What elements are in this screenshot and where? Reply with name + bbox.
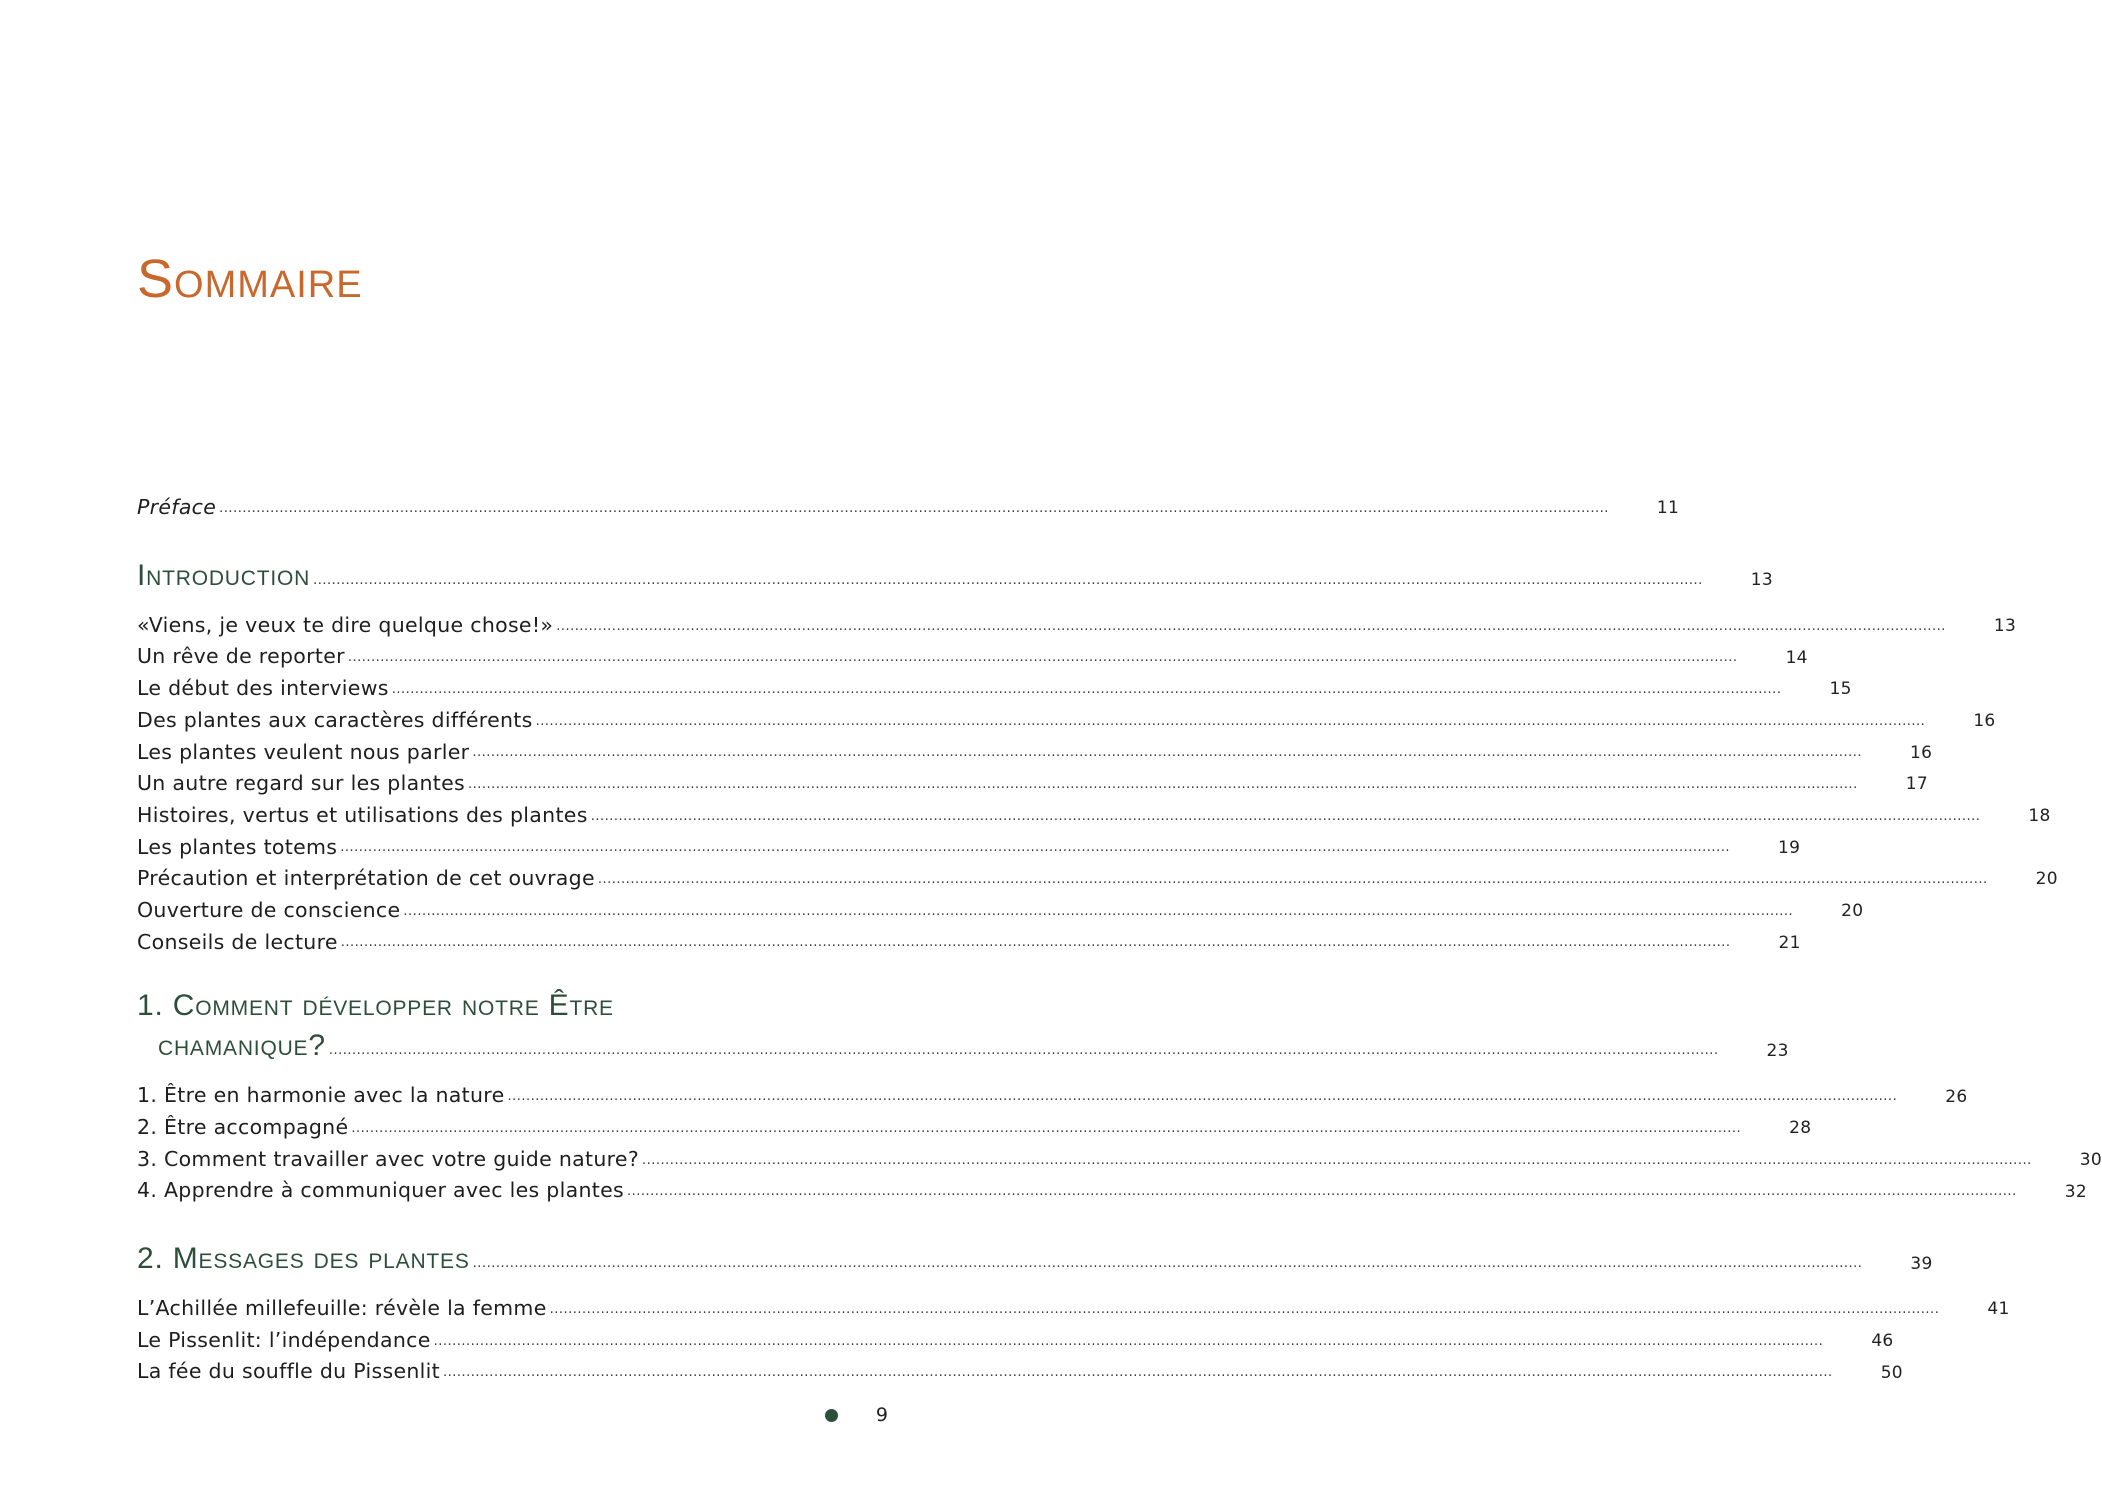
toc-section-page: 13	[1750, 570, 1774, 591]
toc-entry-label: 3. Comment travailler avec votre guide nature?	[137, 1146, 640, 1171]
toc-entry[interactable]	[137, 1171, 2087, 1203]
dot-leader: ............................................................................................................................................................................................................................................................................................................	[347, 650, 1738, 666]
toc-entry[interactable]	[137, 606, 2017, 638]
toc-entry[interactable]	[137, 1352, 1903, 1384]
toc-entry-page: 46	[1871, 1330, 1894, 1351]
page-number: 9	[875, 1404, 888, 1426]
toc-entry-label: Conseils de lecture	[137, 929, 338, 954]
toc-entry[interactable]	[137, 1108, 1812, 1140]
toc-entry[interactable]	[137, 923, 1801, 955]
toc-entry-page: 16	[1973, 711, 1996, 732]
toc-entry-page: 15	[1829, 679, 1852, 700]
dot-leader: ............................................................................................................................................................................................................................................................................................................	[642, 1152, 2032, 1168]
toc-section-heading[interactable]	[137, 1024, 1789, 1063]
toc-section-title: Introduction	[137, 558, 311, 592]
dot-leader: ............................................................................................................................................................................................................................................................................................................	[391, 681, 1782, 697]
dot-leader: ............................................................................................................................................................................................................................................................................................................	[556, 618, 1946, 634]
toc-entry-label: L’Achillée millefeuille: révèle la femme	[137, 1296, 547, 1321]
toc-entry[interactable]	[137, 859, 2058, 891]
toc-entry[interactable]	[137, 1289, 2010, 1321]
dot-leader: ............................................................................................................................................................................................................................................................................................................	[442, 1365, 1833, 1381]
toc-entry-page: 32	[2064, 1181, 2087, 1202]
toc-entry[interactable]	[137, 732, 1933, 764]
toc-entry-label: Ouverture de conscience	[137, 897, 401, 922]
toc-entry[interactable]	[137, 764, 1928, 796]
toc-entry[interactable]	[137, 701, 1996, 733]
dot-leader: ............................................................................................................................................................................................................................................................................................................	[313, 572, 1703, 588]
toc-entry-page: 16	[1910, 742, 1933, 763]
toc-entry[interactable]	[137, 828, 1801, 860]
toc-entry-label: La fée du souffle du Pissenlit	[137, 1359, 440, 1384]
toc-entry-page: 13	[1993, 615, 2017, 636]
toc-entry-page: 17	[1905, 774, 1928, 795]
dot-leader: ............................................................................................................................................................................................................................................................................................................	[340, 840, 1730, 856]
toc-entry-page: 19	[1777, 837, 1801, 858]
toc-entry[interactable]	[137, 1076, 1968, 1108]
toc-entry-label: Précaution et interprétation de cet ouvrage	[137, 866, 595, 891]
toc-entry-label: Le Pissenlit: l’indépendance	[137, 1327, 431, 1352]
toc-entry-label: 2. Être accompagné	[137, 1115, 349, 1140]
toc-section-title-line: 1. Comment développer notre Être	[137, 989, 614, 1023]
toc-entry-page: 21	[1778, 932, 1801, 953]
dot-leader: ............................................................................................................................................................................................................................................................................................................	[219, 500, 1609, 516]
toc-section-heading[interactable]	[137, 1237, 1933, 1275]
toc-section-page: 39	[1910, 1253, 1933, 1274]
toc-entry-page: 28	[1789, 1118, 1812, 1139]
toc-entry-page: 41	[1987, 1299, 2010, 1320]
dot-leader: ............................................................................................................................................................................................................................................................................................................	[340, 935, 1731, 951]
toc-entry[interactable]	[137, 891, 1864, 923]
toc-entry-label: Préface	[137, 495, 217, 520]
toc-entry-preface[interactable]	[137, 488, 1680, 520]
dot-leader: ............................................................................................................................................................................................................................................................................................................	[535, 713, 1926, 729]
toc-section-page: 23	[1766, 1040, 1789, 1061]
toc-entry-page: 30	[2079, 1149, 2102, 1170]
page-title: Sommaire	[137, 249, 363, 309]
toc-entry-label: Les plantes veulent nous parler	[137, 739, 470, 764]
toc-entry-page: 14	[1785, 647, 1808, 668]
toc-entry[interactable]	[137, 669, 1852, 701]
dot-leader: ............................................................................................................................................................................................................................................................................................................	[507, 1089, 1898, 1105]
dot-leader: ............................................................................................................................................................................................................................................................................................................	[468, 777, 1858, 793]
dot-leader: ............................................................................................................................................................................................................................................................................................................	[472, 1256, 1863, 1272]
dot-leader: ............................................................................................................................................................................................................................................................................................................	[627, 1184, 2017, 1200]
dot-leader: ............................................................................................................................................................................................................................................................................................................	[328, 1043, 1719, 1059]
toc-entry-label: «Viens, je veux te dire quelque chose!»	[137, 612, 554, 637]
toc-entry-label: Des plantes aux caractères différents	[137, 707, 533, 732]
toc-entry-page: 18	[2028, 806, 2051, 827]
toc-section-title: 2. Messages des plantes	[137, 1242, 470, 1275]
dot-leader: ............................................................................................................................................................................................................................................................................................................	[403, 903, 1794, 919]
dot-leader: ............................................................................................................................................................................................................................................................................................................	[590, 808, 1981, 824]
dot-leader: ............................................................................................................................................................................................................................................................................................................	[549, 1301, 1940, 1317]
dot-leader: ............................................................................................................................................................................................................................................................................................................	[472, 745, 1863, 761]
dot-leader: ............................................................................................................................................................................................................................................................................................................	[433, 1333, 1824, 1349]
toc-section-title: chamanique?	[158, 1029, 326, 1063]
dot-leader: ............................................................................................................................................................................................................................................................................................................	[597, 872, 1988, 888]
bullet-dot-icon	[825, 1409, 838, 1422]
toc-entry[interactable]	[137, 637, 1808, 669]
toc-entry-page: 20	[2035, 869, 2058, 890]
toc-entry-label: 4. Apprendre à communiquer avec les plantes	[137, 1178, 624, 1203]
toc-entry-label: Un autre regard sur les plantes	[137, 771, 465, 796]
toc-entry-label: 1. Être en harmonie avec la nature	[137, 1083, 505, 1108]
toc-entry[interactable]	[137, 1321, 1894, 1353]
toc-entry-page: 20	[1841, 901, 1864, 922]
page-folio	[825, 1404, 888, 1426]
toc-entry-label: Le début des interviews	[137, 676, 389, 701]
toc-section-heading[interactable]	[137, 554, 1774, 592]
toc-entry-label: Un rêve de reporter	[137, 644, 345, 669]
toc-entry-label: Histoires, vertus et utilisations des plantes	[137, 802, 588, 827]
toc-entry-label: Les plantes totems	[137, 834, 338, 859]
table-of-contents	[137, 488, 2102, 1384]
toc-entry-page: 11	[1656, 498, 1680, 519]
toc-entry-page: 26	[1945, 1086, 1968, 1107]
toc-entry[interactable]	[137, 796, 2051, 828]
toc-entry[interactable]	[137, 1140, 2102, 1172]
dot-leader: ............................................................................................................................................................................................................................................................................................................	[351, 1120, 1742, 1136]
toc-entry-page: 50	[1880, 1362, 1903, 1383]
